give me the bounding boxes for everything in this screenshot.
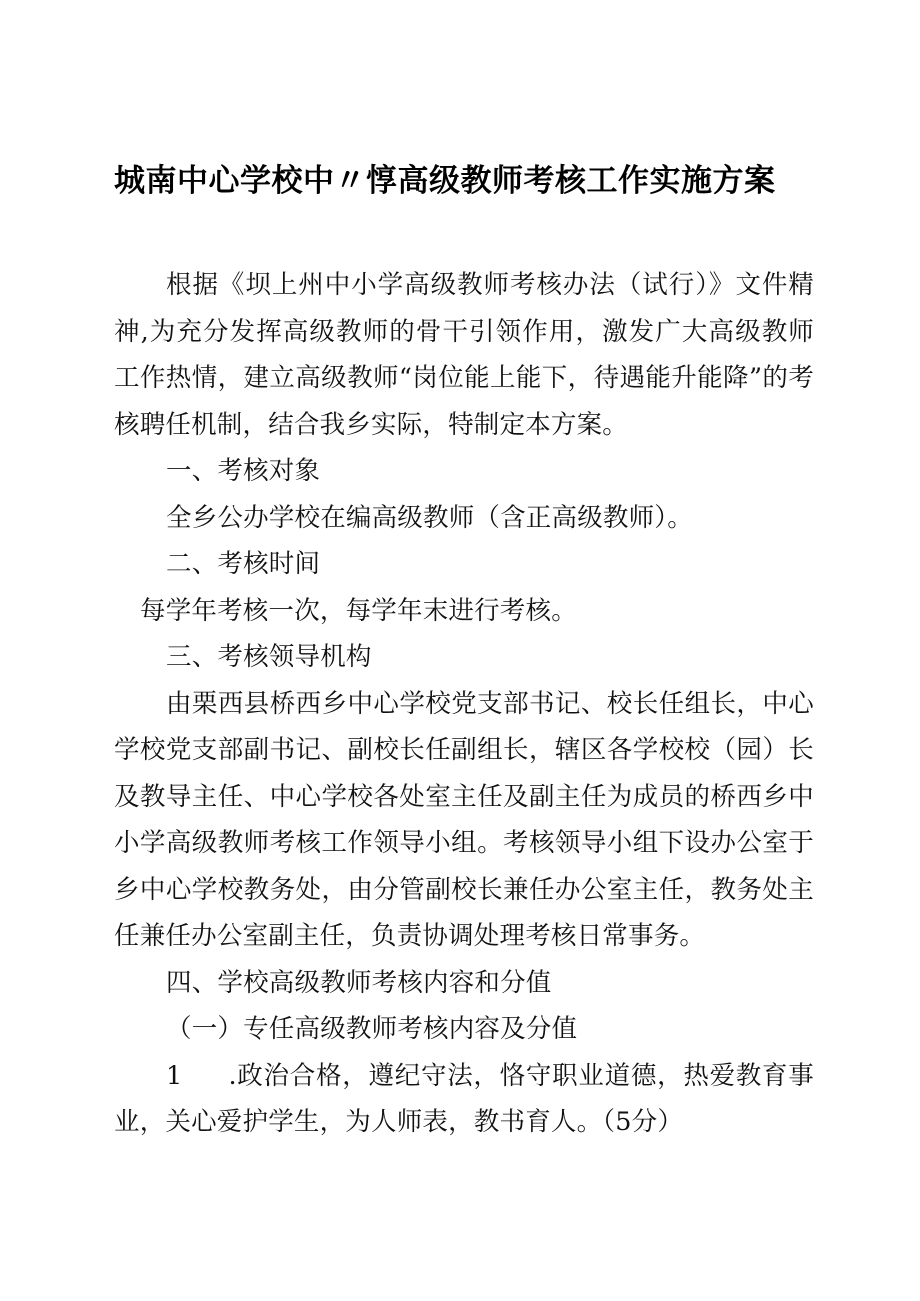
paragraph-section-3-body: 由栗西县桥西乡中心学校党支部书记、校长任组长，中心学校党支部副书记、副校长任副组长，辖区各学校校（园）长及教导主任、中心学校各处室主任及副主任为成员的桥西乡中小学高级教师考核工作领导小组。考核领导小组下设办公室于乡中心学校教务处，由分管副校长兼任办公室主任，教务处主任兼任办公室副主任，负责协调处理考核日常事务。	[114, 688, 814, 951]
heading-section-3: 三、考核领导机构	[166, 642, 372, 672]
document-body	[114, 0, 814, 1146]
heading-section-2: 二、考核时间	[166, 549, 321, 579]
page-title: 城南中心学校中〃惇高级教师考核工作实施方案	[114, 163, 776, 199]
subheading-section-4-1: （一）专任高级教师考核内容及分值	[166, 1014, 578, 1044]
list-item-number: 1	[166, 1060, 183, 1091]
numbered-list-item	[114, 1053, 814, 1146]
paragraph-section-2-body: 每学年考核一次，每学年末进行考核。	[140, 595, 577, 626]
list-item-text: .政治合格，遵纪守法，恪守职业道德，热爱教育事业，关心爱护学生，为人师表，教书育人。（5分）	[114, 1060, 814, 1137]
paragraph-section-1-body: 全乡公办学校在编高级教师（含正高级教师）。	[166, 502, 693, 533]
heading-section-4: 四、学校高级教师考核内容和分值	[166, 967, 552, 998]
paragraph-preamble: 根据《坝上州中小学高级教师考核办法（试行）》文件精神,为充分发挥高级教师的骨干引领作用，激发广大高级教师工作热情，建立高级教师“岗位能上能下，待遇能升能降”的考核聘任机制，结合我乡实际，特制定本方案。	[114, 270, 814, 440]
heading-section-1: 一、考核对象	[166, 456, 321, 486]
